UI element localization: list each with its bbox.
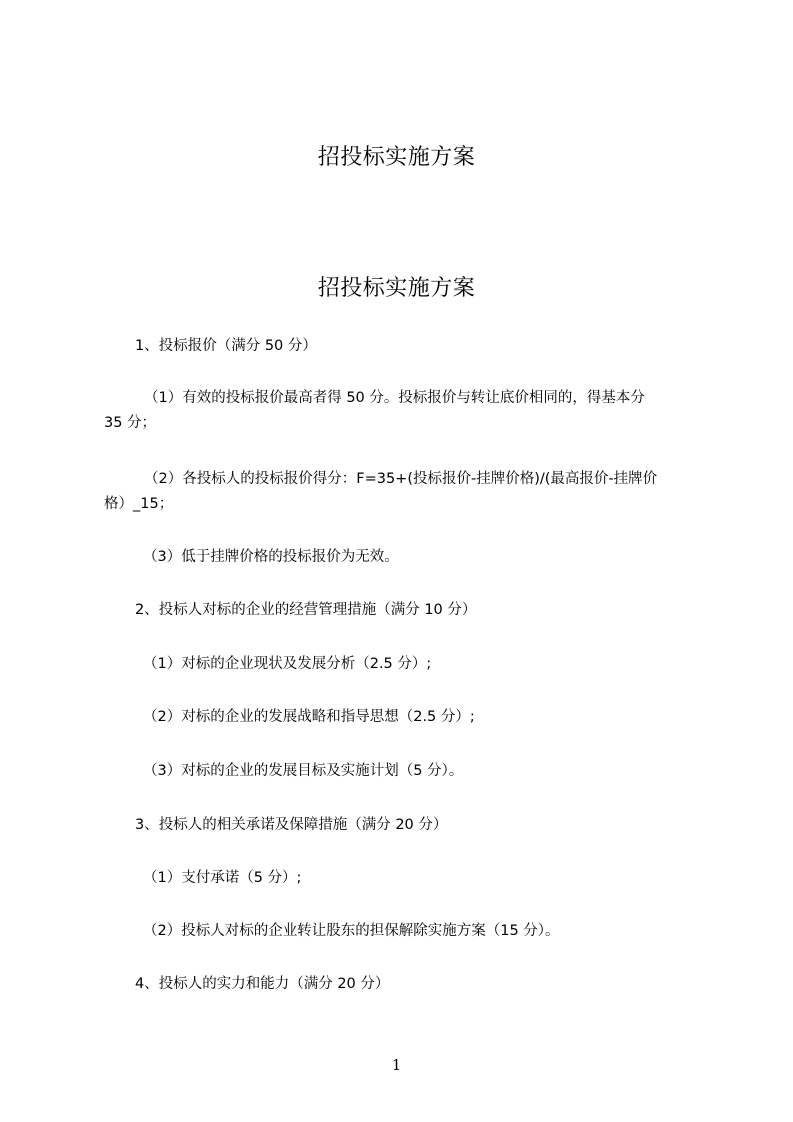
section-1-item-2 [104,467,704,517]
section-1-item-1 [104,386,704,436]
section-3-item-2: （2）投标人对标的企业转让股东的担保解除实施方案（15 分）。 [143,923,560,939]
section-2-item-3: （3）对标的企业的发展目标及实施计划（5 分）。 [143,763,464,779]
header-title: 招投标实施方案 [317,145,476,170]
section-3-item-1: （1）支付承诺（5 分）; [143,870,302,886]
section-1-item-2-line-2: 格）_15； [104,496,174,512]
section-2-heading: 2、投标人对标的企业的经营管理措施（满分 10 分） [135,602,477,618]
page-number: 1 [391,1056,402,1074]
section-1-heading: 1、投标报价（满分 50 分） [135,338,317,354]
section-4-heading: 4、投标人的实力和能力（满分 20 分） [135,976,390,992]
section-2-item-2: （2）对标的企业的发展战略和指导思想（2.5 分）; [143,709,475,725]
section-1-item-2-line-1: （2）各投标人的投标报价得分：F=35+(投标报价-挂牌价格)/(最高报价-挂牌价 [144,471,658,487]
section-2-item-1: （1）对标的企业现状及发展分析（2.5 分）; [143,656,432,672]
main-title: 招投标实施方案 [317,276,476,301]
section-1-item-1-line-2: 35 分； [104,415,157,431]
section-3-heading: 3、投标人的相关承诺及保障措施（满分 20 分） [135,817,448,833]
section-1-item-3: （3）低于挂牌价格的投标报价为无效。 [143,549,399,565]
section-1-item-1-line-1: （1）有效的投标报价最高者得 50 分。投标报价与转让底价相同的，得基本分 [144,390,645,406]
